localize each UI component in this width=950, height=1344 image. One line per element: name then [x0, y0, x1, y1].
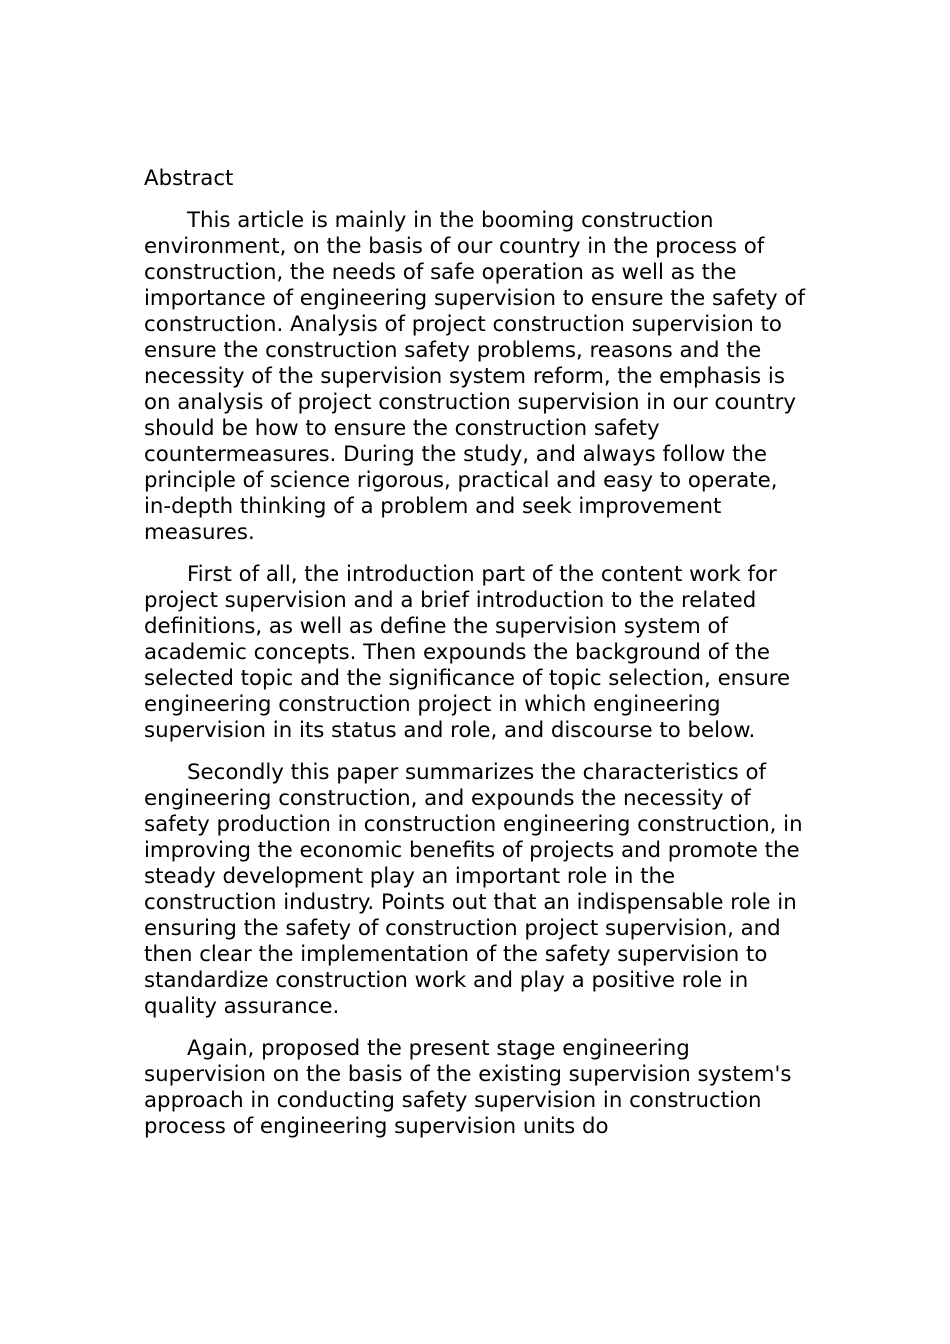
abstract-paragraph-4: Again, proposed the present stage engineering supervision on the basis of the existing supervision system's approach in conducting safety supervision in construction process of engineering supervision units do — [144, 1036, 792, 1139]
abstract-paragraph-2: First of all, the introduction part of the content work for project supervision and a brief introduction to the related definitions, as well as define the supervision system of academic concepts. Then expounds the background of the selected topic and the significance of topic selection, ensure engineering construction project in which engineering supervision in its status and role, and discourse to below. — [144, 562, 791, 743]
abstract-heading: Abstract — [144, 166, 234, 191]
abstract-paragraph-3: Secondly this paper summarizes the characteristics of engineering construction, and expounds the necessity of safety production in construction engineering construction, in improving the economic benefits of projects and promote the steady development play an important role in the construction industry. Points out that an indispensable role in ensuring the safety of construction project supervision, and then clear the implementation of the safety supervision to standardize construction work and play a positive role in quality assurance. — [144, 760, 803, 1019]
abstract-paragraph-1: This article is mainly in the booming construction environment, on the basis of our country in the process of construction, the needs of safe operation as well as the importance of engineering supervision to ensure the safety of construction. Analysis of project construction supervision to ensure the construction safety problems, reasons and the necessity of the supervision system reform, the emphasis is on analysis of project construction supervision in our country should be how to ensure the construction safety countermeasures. During the study, and always follow the principle of science rigorous, practical and easy to operate, in-depth thinking of a problem and seek improvement measures. — [144, 208, 805, 545]
document-page — [144, 166, 809, 1156]
